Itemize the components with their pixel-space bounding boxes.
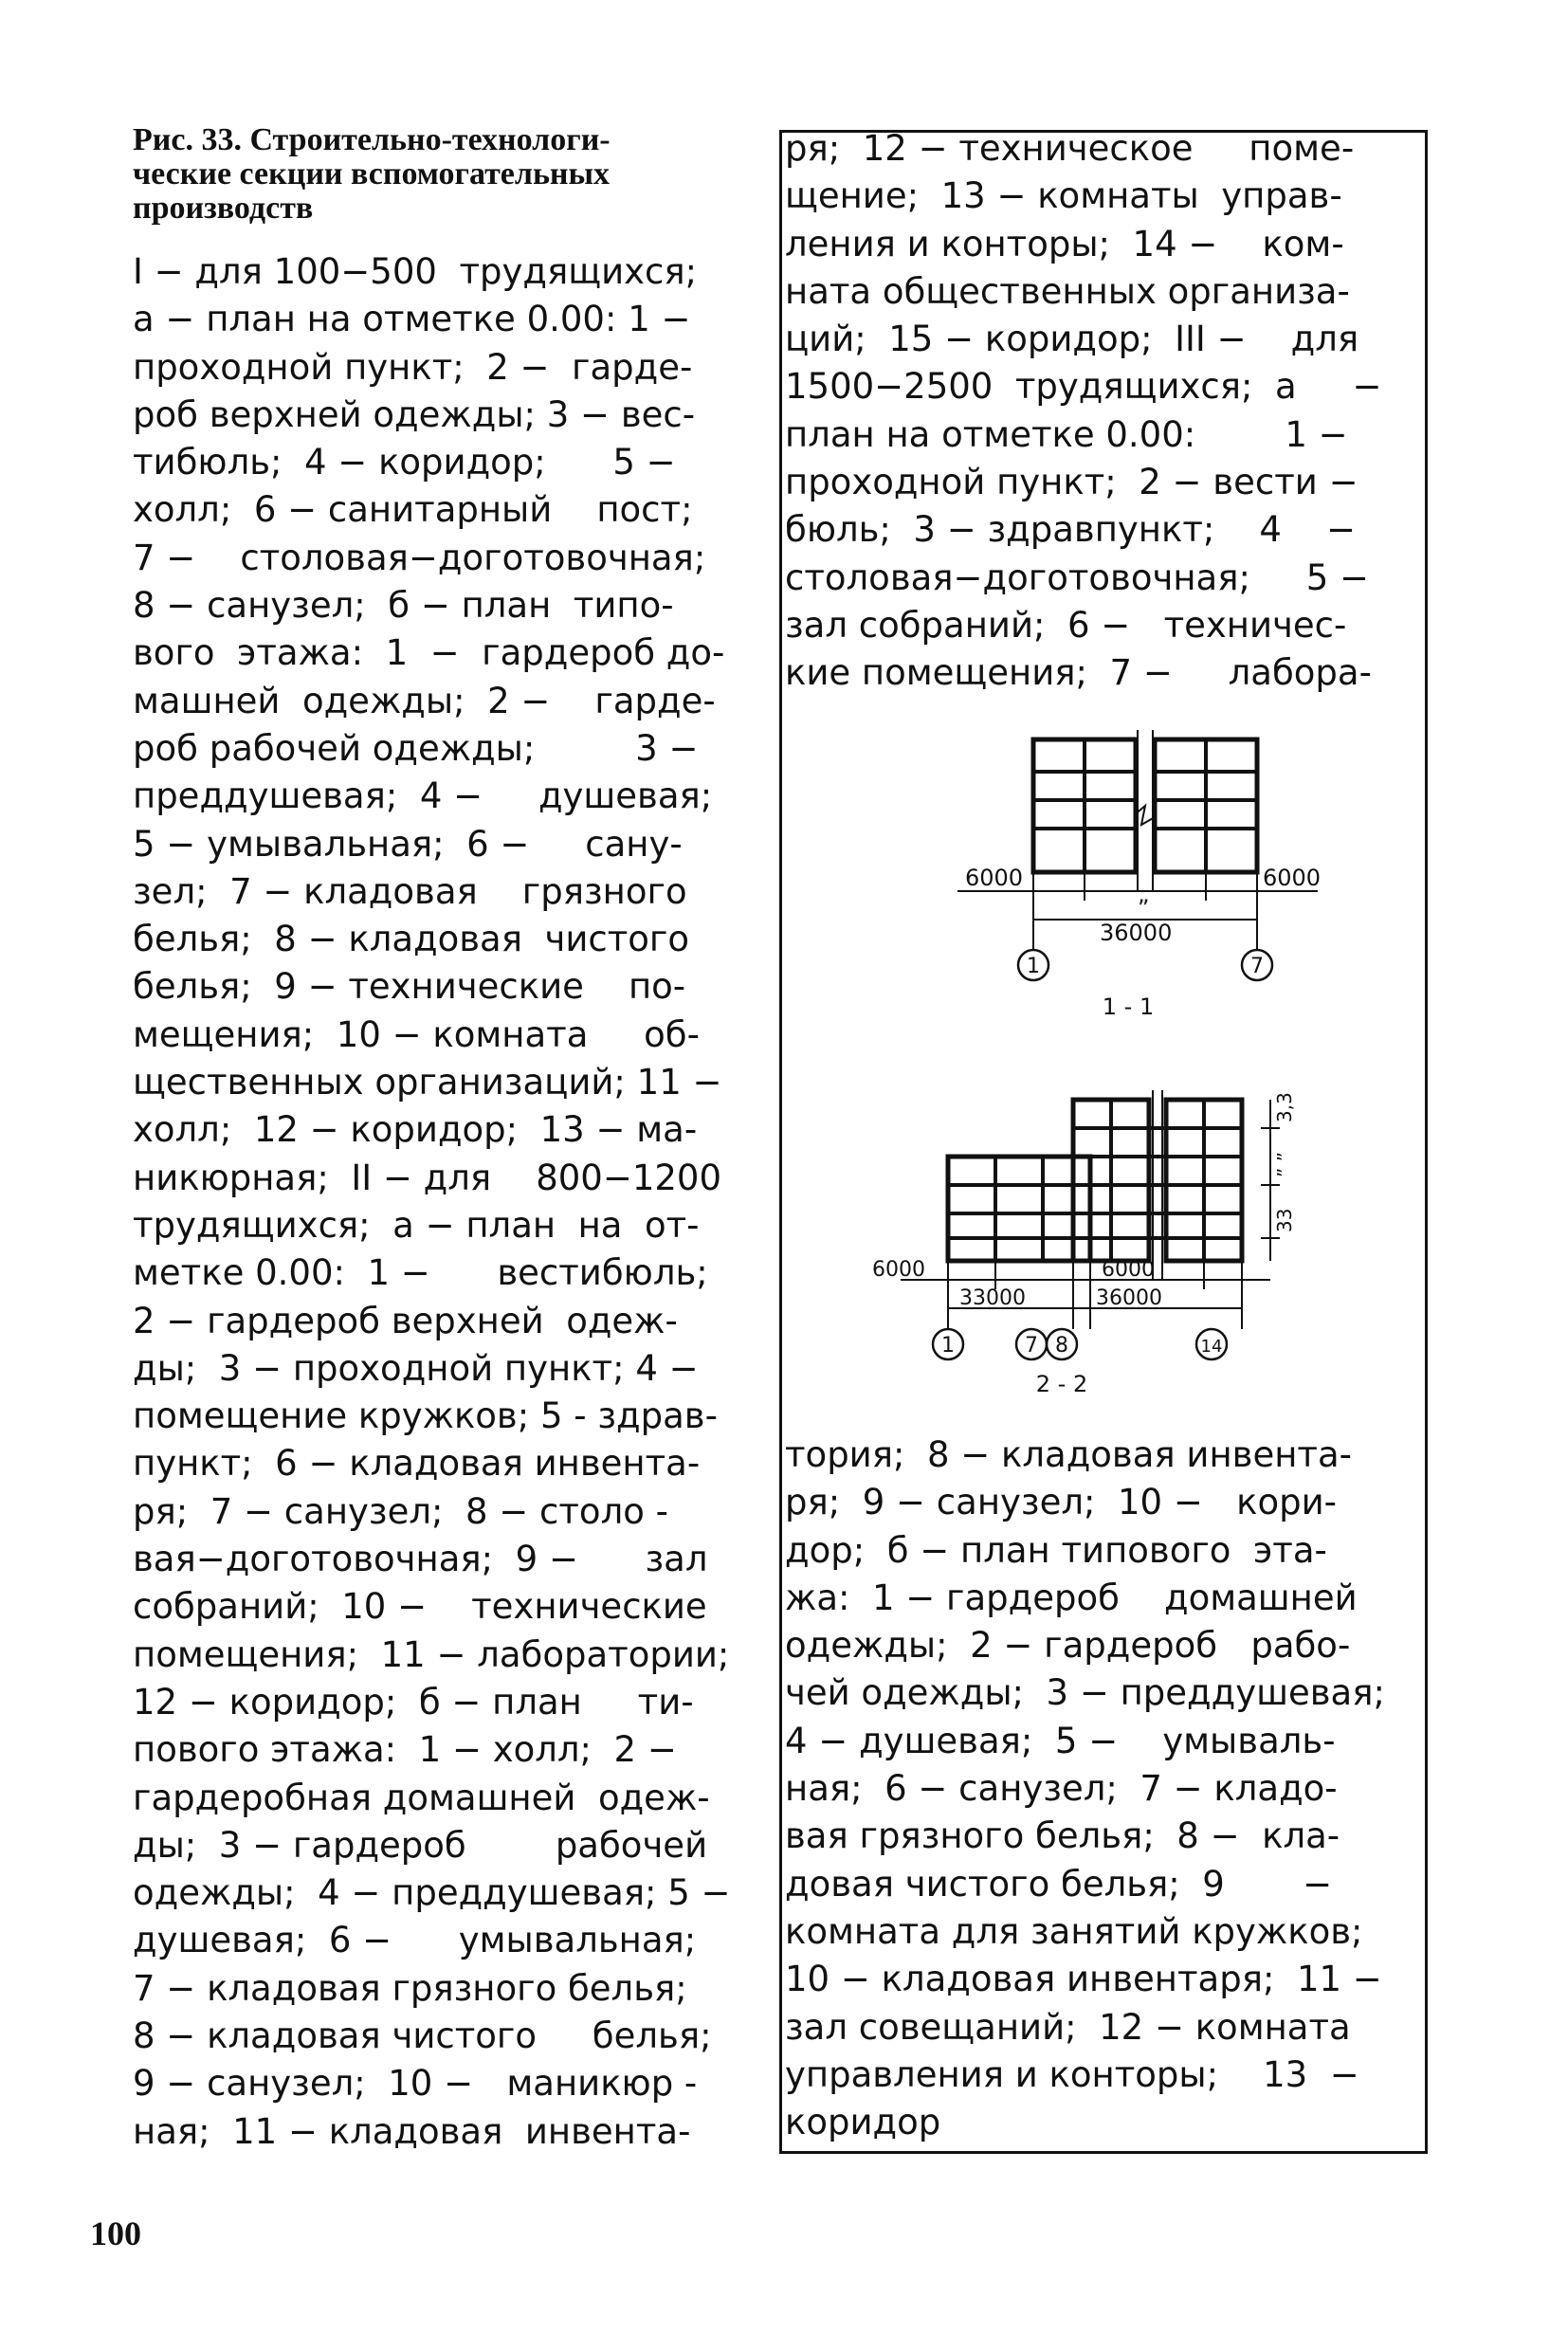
text-line: а − план на отметке 0.00: 1 −	[133, 299, 691, 340]
text-line: ций; 15 − коридор; III − для	[785, 319, 1359, 360]
dim-right-label: 6000	[1102, 1258, 1155, 1282]
text-line: ря; 7 − санузел; 8 − столо -	[133, 1490, 668, 1532]
text-line: управления и конторы; 13 −	[785, 2053, 1359, 2095]
text-line: комната для занятий кружков;	[785, 1910, 1363, 1952]
text-line: роб верхней одежды; 3 − вес-	[133, 393, 696, 435]
text-line: щественных организаций; 11 −	[133, 1062, 722, 1103]
section-2-2-drawing	[853, 1090, 1346, 1394]
text-line: роб рабочей одежды; 3 −	[133, 727, 699, 769]
text-line: щение; 13 − комнаты управ-	[785, 175, 1342, 217]
text-line: тибюль; 4 − коридор; 5 −	[133, 442, 676, 483]
text-line: одежды; 4 − преддушевая; 5 −	[133, 1872, 731, 1914]
caption-line: производств	[133, 191, 314, 226]
text-line: дор; б − план типового эта-	[785, 1529, 1327, 1571]
caption-line: ческие секции вспомогательных	[133, 156, 611, 191]
right-text-column-top	[785, 125, 1428, 698]
axis-label: 7	[1025, 1334, 1038, 1358]
text-line: ната общественных организа-	[785, 270, 1350, 312]
text-line: ды; 3 − гардероб рабочей	[133, 1824, 708, 1866]
text-line: душевая; 6 − умывальная;	[133, 1920, 697, 1961]
text-line: зал совещаний; 12 − комната	[785, 2006, 1351, 2048]
axis-label: 8	[1055, 1334, 1068, 1358]
text-line: зел; 7 − кладовая грязного	[133, 870, 687, 912]
dim-b-label: 36000	[1096, 1286, 1162, 1310]
text-line: ления и конторы; 14 − ком-	[785, 223, 1344, 264]
text-line: столовая−доготовочная; 5 −	[785, 556, 1370, 598]
text-line: помещения; 11 − лаборатории;	[133, 1633, 730, 1675]
text-line: 4 − душевая; 5 − умываль-	[785, 1720, 1336, 1761]
axis-label: 14	[1200, 1337, 1223, 1357]
text-line: ря; 9 − санузел; 10 − кори-	[785, 1482, 1337, 1523]
text-line: 7 − кладовая грязного белья;	[133, 1967, 687, 2009]
text-line: ная; 6 − санузел; 7 − кладо-	[785, 1768, 1338, 1810]
dim-left-label: 6000	[872, 1258, 925, 1282]
dim-left-label: 6000	[965, 865, 1024, 891]
text-line: 8 − санузел; б − план типо-	[133, 585, 674, 627]
vert-dim-mid: ” ”	[1273, 1151, 1296, 1177]
section-2-2-building	[901, 1090, 1280, 1359]
text-line: собраний; 10 − технические	[133, 1586, 707, 1628]
text-line: ды; 3 − проходной пункт; 4 −	[133, 1347, 699, 1389]
text-line: метке 0.00: 1 − вестибюль;	[133, 1252, 708, 1294]
text-line: трудящихся; а − план на от-	[133, 1204, 700, 1246]
text-line: машней одежды; 2 − гарде-	[133, 680, 716, 721]
text-line: зал собраний; 6 − техничес-	[785, 604, 1347, 646]
text-line: I − для 100−500 трудящихся;	[133, 251, 698, 292]
text-line: бюль; 3 − здравпункт; 4 −	[785, 509, 1356, 551]
text-line: проходной пункт; 2 − гарде-	[133, 346, 693, 388]
text-line: план на отметке 0.00: 1 −	[785, 413, 1348, 455]
text-line: белья; 9 − технические по-	[133, 966, 686, 1008]
axis-label: 7	[1250, 955, 1264, 978]
axis-label: 1	[1027, 955, 1040, 978]
text-line: пункт; 6 − кладовая инвента-	[133, 1443, 701, 1485]
text-line: вая−доготовочная; 9 − зал	[133, 1539, 708, 1580]
section-label: 2 - 2	[1035, 1371, 1088, 1394]
figure-caption	[133, 123, 770, 226]
text-line: чей одежды; 3 − преддушевая;	[785, 1672, 1385, 1714]
text-line: 7 − столовая−доготовочная;	[133, 537, 706, 578]
text-line: ная; 11 − кладовая инвента-	[133, 2110, 691, 2152]
text-line: никюрная; II − для 800−1200	[133, 1157, 721, 1198]
text-line: 2 − гардероб верхней одеж-	[133, 1300, 678, 1341]
text-line: проходной пункт; 2 − вести −	[785, 462, 1358, 503]
text-line: 10 − кладовая инвентаря; 11 −	[785, 1959, 1382, 2000]
text-line: ря; 12 − техническое поме-	[785, 128, 1355, 169]
text-line: 12 − коридор; б − план ти-	[133, 1681, 694, 1723]
caption-line: Рис. 33. Строительно-технологи-	[133, 122, 611, 157]
dim-mid-label: 36000	[1100, 920, 1173, 946]
text-line: тория; 8 − кладовая инвента-	[785, 1434, 1352, 1475]
dim-right-label: 6000	[1263, 865, 1322, 891]
vert-dim-low: 33	[1273, 1208, 1296, 1232]
text-line: 8 − кладовая чистого белья;	[133, 2015, 712, 2056]
dim-a-label: 33000	[959, 1286, 1026, 1310]
section-label: 1 - 1	[1102, 994, 1155, 1014]
text-line: 5 − умывальная; 6 − сану-	[133, 823, 683, 865]
text-line: преддушевая; 4 − душевая;	[133, 775, 713, 817]
text-line: 9 − санузел; 10 − маникюр -	[133, 2063, 698, 2105]
text-line: коридор	[785, 2102, 941, 2143]
text-line: белья; 8 − кладовая чистого	[133, 919, 690, 960]
text-line: мещения; 10 − комната об-	[133, 1013, 700, 1055]
text-line: холл; 6 − санитарный пост;	[133, 489, 693, 531]
page-number: 100	[90, 2215, 141, 2252]
text-line: 1500−2500 трудящихся; а −	[785, 366, 1382, 408]
text-line: одежды; 2 − гардероб рабо-	[785, 1625, 1351, 1667]
left-text-column	[133, 248, 744, 2156]
axis-label: 1	[941, 1334, 955, 1358]
text-line: жа: 1 − гардероб домашней	[785, 1577, 1358, 1618]
text-line: пового этажа: 1 − холл; 2 −	[133, 1729, 677, 1771]
right-text-column-bottom	[785, 1431, 1428, 2146]
text-line: довая чистого белья; 9 −	[785, 1863, 1333, 1905]
text-line: холл; 12 − коридор; 13 − ма-	[133, 1109, 698, 1151]
section-1-1-drawing	[853, 730, 1346, 1014]
text-line: кие помещения; 7 − лабора-	[785, 652, 1372, 694]
dim-quote-label: ”	[1138, 895, 1150, 921]
text-line: вая грязного белья; 8 − кла-	[785, 1815, 1340, 1857]
text-line: гардеробная домашней одеж-	[133, 1777, 710, 1818]
text-line: помещение кружков; 5 - здрав-	[133, 1395, 718, 1437]
vert-dim-top: 3,3	[1273, 1092, 1296, 1122]
text-line: вого этажа: 1 − гардероб до-	[133, 632, 725, 674]
